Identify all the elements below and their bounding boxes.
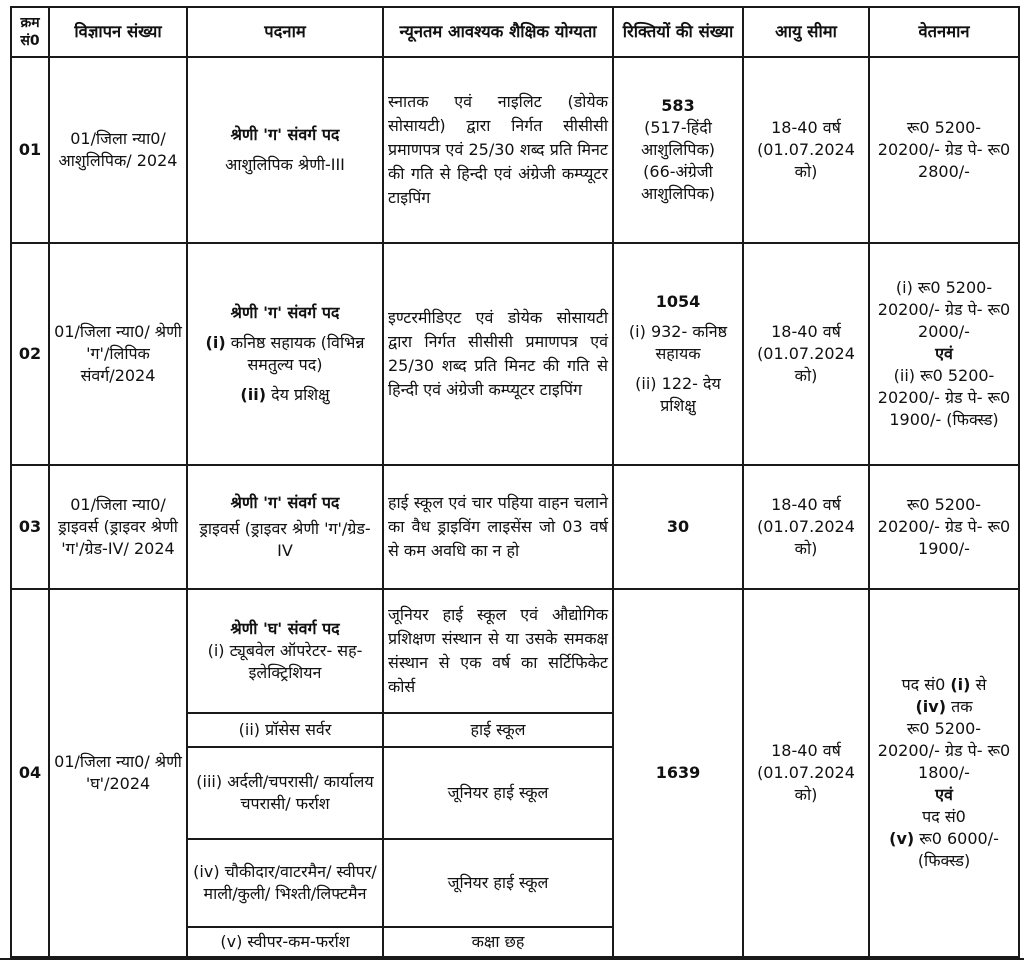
ad-no-cell: 01/जिला न्या0/ श्रेणी 'घ'/2024 [49,589,187,957]
post-cell [187,57,383,243]
post-item-num: (i) [205,333,226,352]
post-cadre: श्रेणी 'घ' संवर्ग पद [230,619,340,638]
bottom-edge [0,958,1024,970]
header-row [11,7,1019,57]
qualification-cell: जूनियर हाई स्कूल [383,839,613,927]
post-name: आशुलिपिक श्रेणी-III [225,155,345,174]
qualification-cell: इण्टरमीडिएट एवं डोयेक सोसायटी द्वारा निर्गत सीसीसी प्रमाणपत्र एवं 25/30 शब्द प्रति मिनट की गति से हिन्दी एवं अंग्रेजी कम्प्यूटर टाइपिंग [383,243,613,465]
serial-cell: 01 [11,57,49,243]
header-age: आयु सीमा [743,7,869,57]
post-cadre: श्रेणी 'ग' संवर्ग पद [230,125,340,144]
pay-item: पद सं0 [922,807,966,826]
post-cell [187,713,383,747]
vacancy-cell [613,57,743,243]
serial-cell: 02 [11,243,49,465]
pay-and: एवं [935,785,953,804]
pay-text: तक [951,697,973,716]
qualification-cell: हाई स्कूल एवं चार पहिया वाहन चलाने का वैध ड्राइविंग लाइसेंस जो 03 वर्ष से कम अवधि का न हो [383,465,613,589]
post-cadre: श्रेणी 'ग' संवर्ग पद [230,493,340,512]
post-item [192,640,378,684]
table-row [11,465,1019,589]
pay-text: से [975,675,987,694]
pay-cell [869,243,1019,465]
header-serial: क्रम सं0 [11,7,49,57]
post-item-num: (ii) [238,720,261,739]
post-cell [187,927,383,957]
pay-item [874,696,1014,718]
vacancy-cell [613,243,743,465]
post-item-num: (iii) [196,772,223,791]
header-post: पदनाम [187,7,383,57]
post-item-name: अर्दली/चपरासी/ कार्यालय चपरासी/ फर्राश [227,772,374,813]
ad-no-cell: 01/जिला न्या0/ श्रेणी 'ग'/लिपिक संवर्ग/2024 [49,243,187,465]
post-item [192,332,378,376]
post-item-num: (ii) [240,385,267,404]
table-row [11,243,1019,465]
age-cell: 18-40 वर्ष (01.07.2024 को) [743,57,869,243]
vacancy-detail: (ii) 122- देय प्रशिक्षु [635,374,721,415]
pay-cell: रू0 5200- 20200/- ग्रेड पे- रू0 2800/- [869,57,1019,243]
pay-item [874,828,1014,872]
qualification-cell: हाई स्कूल [383,713,613,747]
pay-cell [869,589,1019,957]
post-item-num: (i) [207,641,225,660]
vacancy-detail: (66-अंग्रेजी आशुलिपिक) [641,162,715,203]
qualification-cell: जूनियर हाई स्कूल [383,747,613,839]
post-item-num: (v) [220,932,243,951]
ad-no-cell: 01/जिला न्या0/ आशुलिपिक/ 2024 [49,57,187,243]
age-cell: 18-40 वर्ष (01.07.2024 को) [743,465,869,589]
vacancy-total: 1054 [655,292,701,311]
ad-no-cell: 01/जिला न्या0/ ड्राइवर्स (ड्राइवर श्रेणी 'ग'/ग्रेड-IV/ 2024 [49,465,187,589]
vacancy-detail: (i) 932- कनिष्ठ सहायक [628,322,728,363]
post-item-name: देय प्रशिक्षु [271,385,330,404]
age-cell: 18-40 वर्ष (01.07.2024 को) [743,243,869,465]
post-item [192,384,378,406]
header-vacancies: रिक्तियों की संख्या [613,7,743,57]
pay-text: रू0 6000/- (फिक्स्ड) [917,829,999,870]
vacancy-detail: (517-हिंदी आशुलिपिक) [641,118,715,159]
qualification-cell: जूनियर हाई स्कूल एवं औद्योगिक प्रशिक्षण संस्थान से या उसके समकक्ष संस्थान से एक वर्ष का सर्टिफिकेट कोर्स [383,589,613,713]
post-cadre: श्रेणी 'ग' संवर्ग पद [230,303,340,322]
pay-num: (v) [889,829,915,848]
post-cell [187,589,383,713]
header-qualification: न्यूनतम आवश्यक शैक्षिक योग्यता [383,7,613,57]
pay-num: (iv) [915,697,947,716]
pay-cell: रू0 5200- 20200/- ग्रेड पे- रू0 1900/- [869,465,1019,589]
age-cell: 18-40 वर्ष (01.07.2024 को) [743,589,869,957]
post-cell [187,747,383,839]
pay-item [874,674,1014,696]
header-ad-no: विज्ञापन संख्या [49,7,187,57]
pay-text: पद सं0 [901,675,946,694]
post-item-num: (iv) [193,862,220,881]
table-row [11,57,1019,243]
table-row [11,589,1019,713]
vacancy-total: 583 [661,96,695,115]
qualification-cell: स्नातक एवं नाइलिट (डोयेक सोसायटी) द्वारा निर्गत सीसीसी प्रमाणपत्र एवं 25/30 शब्द प्रति मिनट की गति से हिन्दी एवं अंग्रेजी कम्प्यूटर टाइपिंग [383,57,613,243]
qualification-cell: कक्षा छह [383,927,613,957]
pay-and: एवं [935,344,953,363]
pay-num: (i) [950,675,971,694]
pay-item: (i) रू0 5200- 20200/- ग्रेड पे- रू0 2000/- [877,278,1011,341]
serial-cell: 03 [11,465,49,589]
pay-item: (ii) रू0 5200- 20200/- ग्रेड पे- रू0 1900/- (फिक्स्ड) [877,366,1011,429]
post-item-name: चौकीदार/वाटरमैन/ स्वीपर/माली/कुली/ भिश्ती/लिफ्टमैन [203,862,377,903]
post-item-name: स्वीपर-कम-फर्राश [247,932,350,951]
post-cell [187,243,383,465]
vacancy-cell: 30 [613,465,743,589]
header-pay: वेतनमान [869,7,1019,57]
recruitment-table [10,6,1020,958]
post-cell [187,839,383,927]
post-item-name: प्रॉसेस सर्वर [265,720,332,739]
pay-item: रू0 5200- 20200/- ग्रेड पे- रू0 1800/- [877,719,1011,782]
post-item-name: कनिष्ठ सहायक (विभिन्न समतुल्य पद) [230,333,365,374]
vacancy-cell: 1639 [613,589,743,957]
post-item-name: ट्यूबवेल ऑपरेटर- सह-इलेक्ट्रिशियन [229,641,363,682]
post-name: ड्राइवर्स (ड्राइवर श्रेणी 'ग'/ग्रेड-IV [199,519,371,560]
serial-cell: 04 [11,589,49,957]
post-cell [187,465,383,589]
